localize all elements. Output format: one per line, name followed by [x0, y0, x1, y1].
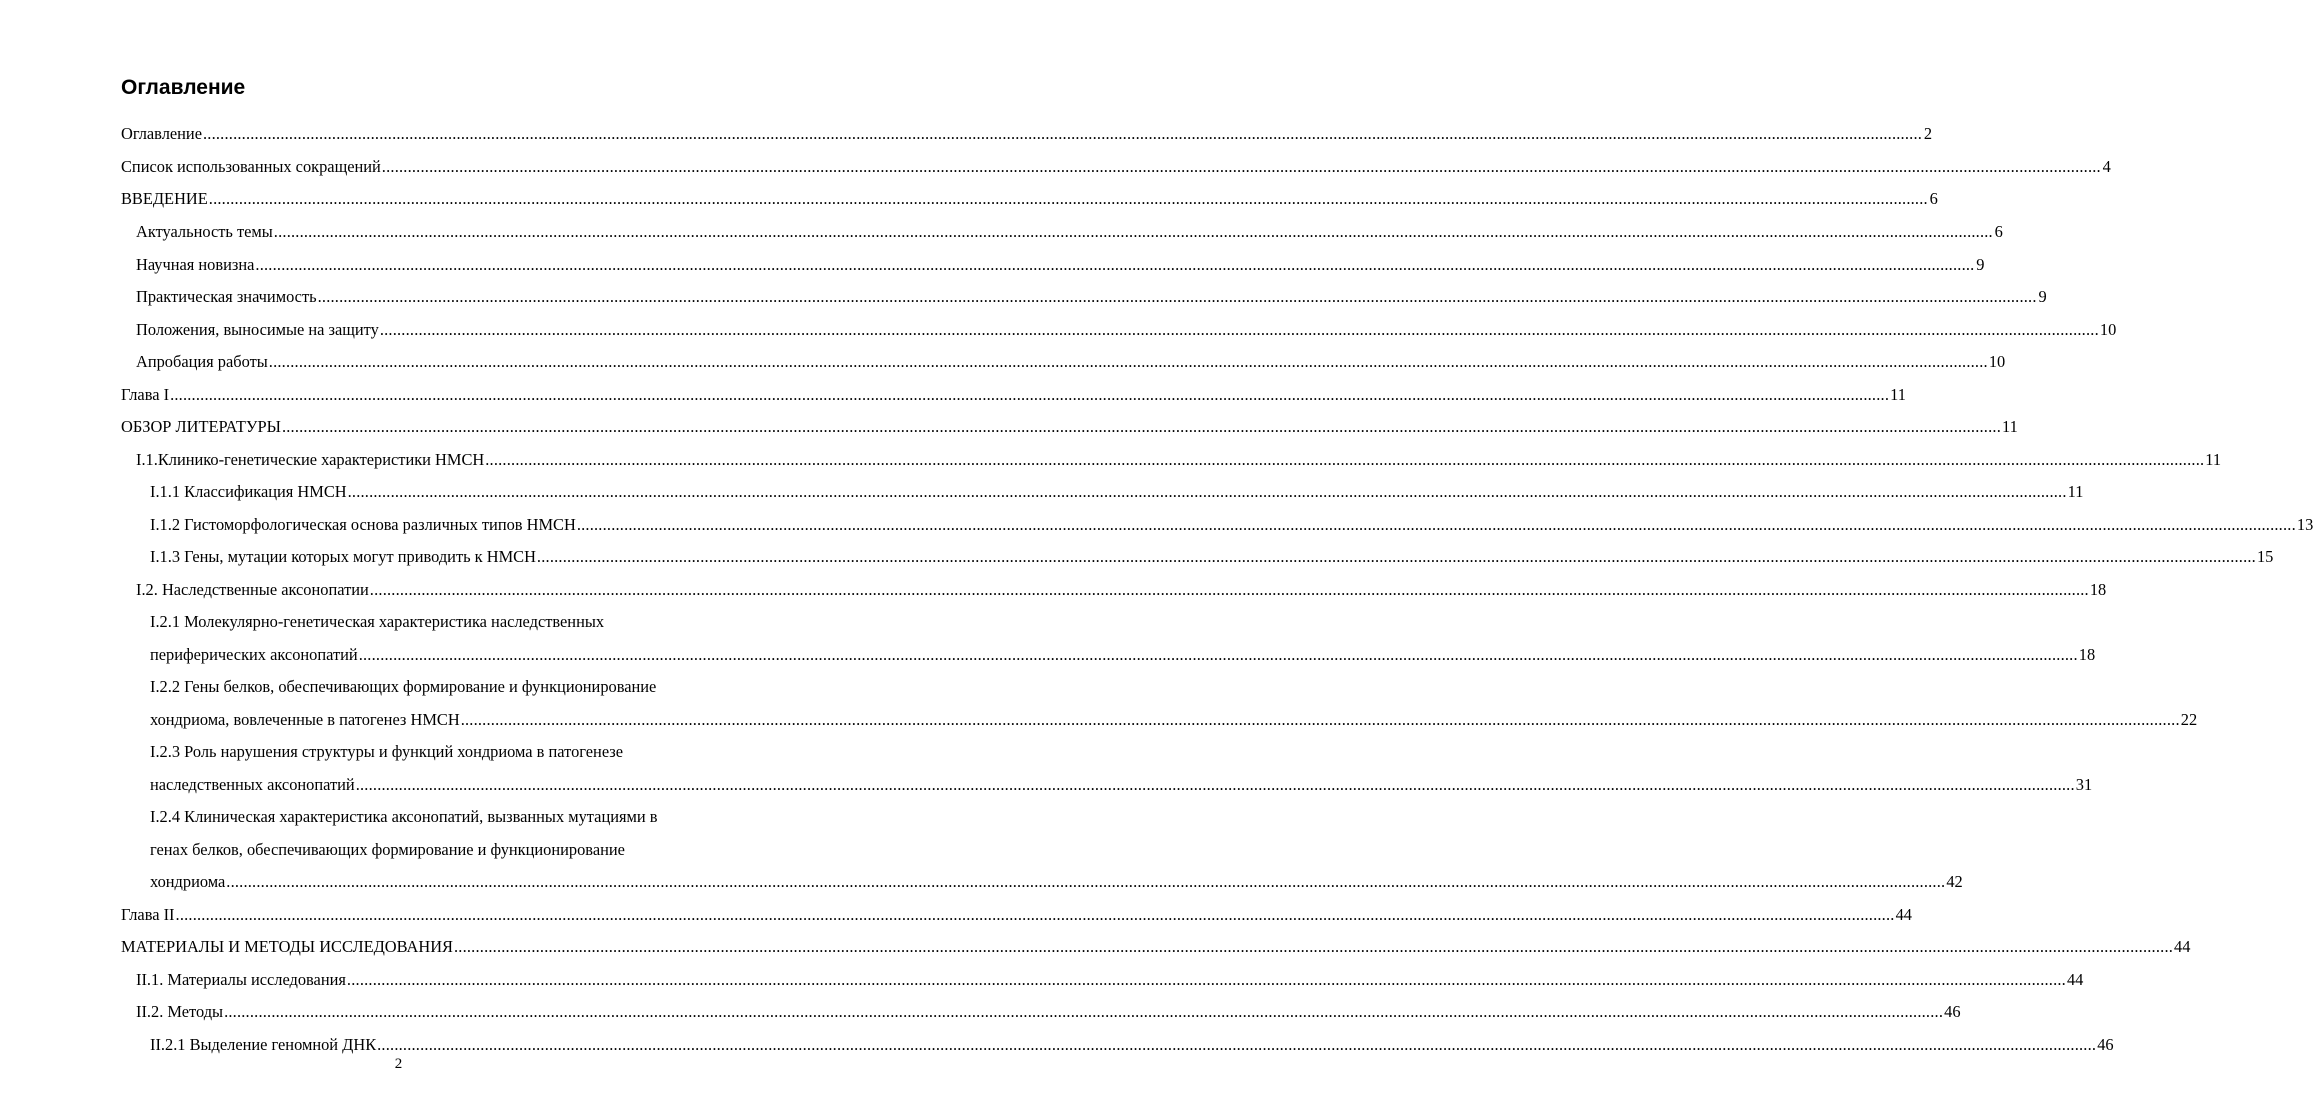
toc-entry-page: 2 — [1923, 124, 1933, 143]
dot-leader: ................................................................................................................................................................................................................................................................................................................................................................................................................ — [381, 157, 2101, 176]
toc-entry-title: Положения, выносимые на защиту — [136, 320, 379, 339]
dot-leader: ................................................................................................................................................................................................................................................................................................................................................................................................................ — [226, 872, 1946, 891]
toc-entry-title: наследственных аксонопатий — [150, 775, 355, 794]
toc-entry-title: II.2.1 Выделение геномной ДНК — [150, 1035, 377, 1054]
toc-entry-page: 44 — [1895, 905, 1912, 924]
toc-entry-page: 46 — [1944, 1002, 1961, 1021]
toc-entry[interactable] — [121, 901, 1912, 925]
dot-leader: ................................................................................................................................................................................................................................................................................................................................................................................................................ — [460, 710, 2180, 729]
toc-entry-first-line[interactable]: I.2.4 Клиническая характеристика аксонопатий, вызванных мутациями в — [150, 807, 658, 826]
toc-entry-page: 11 — [2002, 417, 2018, 436]
dot-leader: ................................................................................................................................................................................................................................................................................................................................................................................................................ — [355, 775, 2075, 794]
toc-entry[interactable] — [121, 381, 1906, 405]
toc-entry-page: 4 — [2102, 157, 2111, 176]
toc-entry[interactable] — [121, 120, 1933, 144]
toc-entry-middle-line[interactable]: генах белков, обеспечивающих формирование и функционирование — [150, 840, 625, 859]
toc-entry[interactable] — [150, 771, 2093, 795]
toc-entry-title: периферических аксонопатий — [150, 645, 358, 664]
toc-entry-page: 18 — [2078, 645, 2096, 664]
toc-entry-title: Оглавление — [121, 124, 202, 143]
toc-entry-title: I.1.3 Гены, мутации которых могут приводить к НМСН — [150, 547, 536, 566]
toc-entry[interactable] — [150, 511, 2313, 535]
toc-entry[interactable] — [150, 543, 2274, 567]
toc-entry-page: 44 — [2066, 970, 2084, 989]
dot-leader: ................................................................................................................................................................................................................................................................................................................................................................................................................ — [369, 580, 2089, 599]
dot-leader: ................................................................................................................................................................................................................................................................................................................................................................................................................ — [255, 255, 1975, 274]
dot-leader: ................................................................................................................................................................................................................................................................................................................................................................................................................ — [268, 352, 1988, 371]
toc-entry[interactable] — [136, 316, 2117, 340]
page-number: 2 — [394, 1056, 403, 1072]
toc-entry-title: Научная новизна — [136, 255, 255, 274]
toc-entry[interactable] — [136, 251, 1985, 275]
toc-entry-first-line[interactable]: I.2.2 Гены белков, обеспечивающих формирование и функционирование — [150, 677, 657, 696]
toc-entry-title: хондриома, вовлеченные в патогенез НМСН — [150, 710, 460, 729]
toc-entry-title: Актуальность темы — [136, 222, 273, 241]
dot-leader: ................................................................................................................................................................................................................................................................................................................................................................................................................ — [576, 515, 2296, 534]
toc-entry-title: Список использованных сокращений — [121, 157, 381, 176]
toc-entry-page: 44 — [2174, 937, 2191, 956]
toc-entry-title: Апробация работы — [136, 352, 268, 371]
toc-entry-page: 13 — [2296, 515, 2313, 534]
dot-leader: ................................................................................................................................................................................................................................................................................................................................................................................................................ — [273, 222, 1993, 241]
toc-entry-page: 42 — [1946, 872, 1963, 891]
dot-leader: ................................................................................................................................................................................................................................................................................................................................................................................................................ — [377, 1035, 2097, 1054]
toc-entry[interactable] — [121, 933, 2191, 957]
toc-entry-title: II.1. Материалы исследования — [136, 970, 346, 989]
toc-entry-title: I.1.1 Классификация НМСН — [150, 482, 347, 501]
toc-entry-title: Глава I — [121, 385, 170, 404]
toc-entry[interactable] — [150, 706, 2198, 730]
dot-leader: ................................................................................................................................................................................................................................................................................................................................................................................................................ — [453, 937, 2174, 956]
toc-entry-page: 6 — [1929, 189, 1938, 208]
toc-entry-title: МАТЕРИАЛЫ И МЕТОДЫ ИССЛЕДОВАНИЯ — [121, 937, 453, 956]
toc-entry-page: 11 — [1890, 385, 1906, 404]
dot-leader: ................................................................................................................................................................................................................................................................................................................................................................................................................ — [485, 450, 2205, 469]
toc-entry-page: 31 — [2075, 775, 2093, 794]
toc-entry-page: 18 — [2089, 580, 2107, 599]
dot-leader: ................................................................................................................................................................................................................................................................................................................................................................................................................ — [208, 189, 1928, 208]
dot-leader: ................................................................................................................................................................................................................................................................................................................................................................................................................ — [170, 385, 1890, 404]
toc-entry[interactable] — [121, 153, 2111, 177]
toc-entry-title: ВВЕДЕНИЕ — [121, 189, 208, 208]
toc-entry[interactable] — [136, 446, 2222, 470]
toc-entry-page: 9 — [2038, 287, 2047, 306]
dot-leader: ................................................................................................................................................................................................................................................................................................................................................................................................................ — [317, 287, 2037, 306]
toc-heading: Оглавление — [121, 76, 246, 99]
toc-entry-title: I.1.Клинико-генетические характеристики НМСН — [136, 450, 485, 469]
toc-entry-title: ОБЗОР ЛИТЕРАТУРЫ — [121, 417, 281, 436]
toc-entry[interactable] — [121, 413, 2018, 437]
dot-leader: ................................................................................................................................................................................................................................................................................................................................................................................................................ — [224, 1002, 1944, 1021]
dot-leader: ................................................................................................................................................................................................................................................................................................................................................................................................................ — [536, 547, 2256, 566]
toc-entry[interactable] — [136, 966, 2084, 990]
toc-entry-page: 22 — [2180, 710, 2198, 729]
dot-leader: ................................................................................................................................................................................................................................................................................................................................................................................................................ — [281, 417, 2001, 436]
dot-leader: ................................................................................................................................................................................................................................................................................................................................................................................................................ — [202, 124, 1923, 143]
toc-entry-title: хондриома — [150, 872, 226, 891]
dot-leader: ................................................................................................................................................................................................................................................................................................................................................................................................................ — [346, 970, 2066, 989]
toc-entry-title: I.2. Наследственные аксонопатии — [136, 580, 369, 599]
toc-entry-page: 10 — [2099, 320, 2117, 339]
toc-entry[interactable] — [136, 576, 2107, 600]
toc-entry[interactable] — [150, 1031, 2114, 1055]
toc-entry[interactable] — [136, 283, 2047, 307]
toc-entry-title: I.1.2 Гистоморфологическая основа различных типов НМСН — [150, 515, 576, 534]
toc-entry-page: 15 — [2256, 547, 2274, 566]
toc-entry-title: Глава II — [121, 905, 175, 924]
toc-entry-title: Практическая значимость — [136, 287, 317, 306]
toc-entry-first-line[interactable]: I.2.1 Молекулярно-генетическая характеристика наследственных — [150, 612, 605, 631]
toc-entry[interactable] — [150, 478, 2084, 502]
toc-entry-page: 11 — [2205, 450, 2222, 469]
toc-entry-page: 11 — [2067, 482, 2084, 501]
dot-leader: ................................................................................................................................................................................................................................................................................................................................................................................................................ — [347, 482, 2067, 501]
dot-leader: ................................................................................................................................................................................................................................................................................................................................................................................................................ — [175, 905, 1895, 924]
toc-entry-page: 9 — [1976, 255, 1985, 274]
toc-entry-page: 6 — [1994, 222, 2003, 241]
toc-entry[interactable] — [136, 218, 2003, 242]
toc-entry[interactable] — [150, 641, 2096, 665]
toc-entry[interactable] — [150, 868, 1963, 892]
toc-entry-first-line[interactable]: I.2.3 Роль нарушения структуры и функций хондриома в патогенезе — [150, 742, 624, 761]
dot-leader: ................................................................................................................................................................................................................................................................................................................................................................................................................ — [358, 645, 2078, 664]
dot-leader: ................................................................................................................................................................................................................................................................................................................................................................................................................ — [379, 320, 2099, 339]
toc-entry-page: 46 — [2097, 1035, 2114, 1054]
toc-entry-title: II.2. Методы — [136, 1002, 224, 1021]
toc-entry[interactable] — [121, 185, 1938, 209]
toc-entry[interactable] — [136, 998, 1961, 1022]
toc-entry[interactable] — [136, 348, 2006, 372]
toc-entry-page: 10 — [1988, 352, 2006, 371]
